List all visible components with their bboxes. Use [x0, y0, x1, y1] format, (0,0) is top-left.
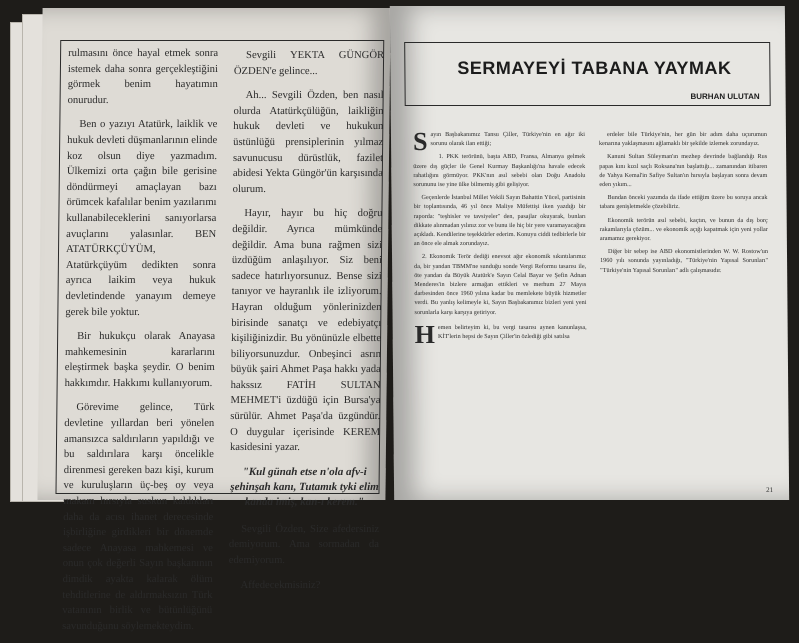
paragraph: Sevgili Özden, Size afedersiniz demiyorum. Ama sormadan da edemiyorum.: [228, 523, 380, 567]
drop-cap: H: [414, 319, 436, 349]
paragraph: 1. PKK terörünü, başta ABD, Fransa, Almanya gelmek üzere dış güçler ile Genel Kurmay Başkanlığı'na havale edecek rahatlığını görmüyor. PKK'nın asıl sebebi olan Doğu Anadolu sorununu ise yine ülke bilmemiş gibi gelişiyor.: [413, 153, 586, 189]
article-byline: BURHAN ULUTAN: [690, 92, 760, 101]
article-title: SERMAYEYİ TABANA YAYMAK: [457, 58, 732, 78]
left-column-1: [62, 46, 218, 643]
paragraph: 2. Ekonomik Terör dediği enevsot ağır ekonomik sıkıntılarımız da, bir yandan TBMM'ne sunduğu sonde Vergi Reformu tasarısı ile, öte yandan da Büyük Atatürk'e Sayın Celal Bayar ve Şefin Adnan Menderes'in bizlere armağan ettikleri ve merhum 27 Mayıs darbesinden önce 1960 yılına kadar bu memlekete büyük hizmetler verdi. Bu yanlış kelimeyle ki, Sayın Başbakanımız bizleri yeni yeni sorunlarla karşı karşıya getiriyor.: [414, 253, 587, 316]
drop-cap: S: [412, 127, 428, 156]
paragraph: Ekonomik terörün asıl sebebi, kaçtın, ve bunun da dış borç rakamlarıyla çözüm... ve ekonomik açığı kapatmak için yeni yollar aramamız gerekiyor.: [599, 216, 768, 243]
paragraph: rulmasını önce hayal etmek sonra istemek daha sonra gerçekleştiğini görmek benim hayatımın onurudur.: [67, 48, 219, 106]
paragraph: Kanuni Sultan Süleyman'ın mezhep devrinde bağlandığı Rus papas kını kızıl saçlı Roksana'nın başlattığı... zamanından itibaren de Yahya Kemal'in Safiye Sultan'ın hırsıyla başlayan sonra devam eden yıkım...: [599, 153, 768, 189]
right-page: [390, 6, 789, 500]
paragraph: erdeler bile Türkiye'nin, her gün bir adım daha uçurumun kenarına yaklaşmasını ağlamaklı bir şekilde izlemek zorundayız.: [599, 131, 767, 148]
left-page: [37, 8, 390, 632]
right-column-1: [412, 127, 587, 349]
closing-question: Affedecekmisiniz?: [240, 579, 321, 591]
paragraph: Ben o yazıyı Atatürk, laiklik ve hukuk devleti düşmanlarının elinde koz olsun diye yazmadım. Ülkemizi orta çağın bile gerisine döndürmeyi amaçlayan bazı örümcek kafalılar benim yazılarımı kullanabileceklerini sanıyorlarsa avuçlarını yalasınlar. BEN ATATÜRKÇÜYÜM, Atatürkçüyüm dedikten sonra ayrıca laikim veya hukuk devletindende yanayım demeye gerek bile yoktur.: [65, 119, 218, 318]
right-column-2: [599, 130, 768, 279]
footer-paragraph: Hemen belirteyim ki, bu vergi tasarısı aynen kanunlaşsa, KİT'lerin hepsi de Sayın Çiller'in özlediği gibi satılsa: [414, 319, 587, 349]
left-column-2: [228, 48, 384, 602]
paragraph: Hayır, hayır bu hiç doğru değildir. Ayrıca mümkünde değildir. Ama buna rağmen sizi üzdüğüm anlaşılıyor. Siz beni sadece hatırlıyorsunuz. Bense sizi tanıyor ve hayranlık ile izliyorum. Hayran olduğum yönlerinizden birisinde sanatçı ve edebiyatçı kişiliğinizdir. Bu yönünüzle elbette biliyorsunuzdur. Onbeşinci asrın büyük şairi Ahmet Paşa hakkı yada hakssız FATİH SULTAN MEHMET'i üzdüğü için Bursa'ya sürülür. Ahmet Paşa'da üzgündür. O duygular içerisinde KEREM kasidesini yazar.: [229, 208, 383, 454]
lead-paragraph: Sayın Başbakanımız Tansu Çiller, Türkiye'nin en ağır iki sorunu olarak ilan ettiği;: [412, 127, 585, 156]
paragraph: Bundan önceki yazımda da ifade ettiğim üzere bu soruya ancak tabanı genişletmekle çözebiliriz.: [599, 194, 768, 211]
paragraph: Diğer bir sebep ise ABD ekonomistlerinden W. W. Rostow'un 1960 yılı sonunda yayınladığı, "Türkiye'nin Yapısal Sorunları" "Türkiye'nin Yapısal Sorunları" adlı çalışmasıdır.: [600, 248, 769, 274]
paragraph: Bir hukukçu olarak Anayasa mahkemesinin kararlarını eleştirmek başka şeydir. O benim hakkımdır. Hakkımı kullanıyorum.: [64, 331, 216, 389]
paragraph: Ah... Sevgili Özden, ben nasıl olurda Atatürkçülüğün, laikliğin hukuk devleti ve hukukun üstünlüğü prensiplerinin yılmaz savunucusu dürüstlük, fazilet abidesi Yekta Güngör'ün karşısında olurum.: [232, 90, 384, 195]
paragraph: Görevime gelince, Türk devletine yıllardan beri yönelen amansızca saldırıların yapıldığı ve bu saldırılara karşı öncelikle direnmesi gereken bazı kişi, kurum ve kuruluşların üç-beş oy veya makam hırsıyla suskun kaldıkları daha da acısı ihanet derecesinde işbirliğine girdikleri bir dönemde sadece Anayasa mahkemesi ve onun çok değerli Sayın başkanının dimdik ayakta kalarak ölüm tehditlerine de aldırmaksızın Türk vatanının birlik ve bütünlüğünü savunduğunu söylemekteydim.: [62, 402, 215, 632]
paragraph: Geçenlerde İstanbul Millet Vekili Sayın Bahattin Yücel, partisinin bir toplantısında, 46 yıl önce Maliye Müfettişi iken yazdığı bir raporda: "teşhisler ve tavsiyeler" den, pasajlar okuyarak, bunları dikkate alınmadan yılınız zor ve bunu ile hiç bir yere varamayacağını açıkladı. Kendilerine teşekkürler ederim. Konuyu ciddi tedbirlerle bir an önce ele almak zorundayız.: [413, 194, 586, 248]
paragraph: Sevgili YEKTA GÜNGÖR ÖZDEN'e gelince...: [233, 50, 385, 77]
page-number: 21: [766, 486, 774, 494]
poem-quote: "Kul günah etse n'ola afv-i şehinşah kanı, Tutamık tyki elim kanda imiş, kan-ı kerem.": [230, 465, 379, 508]
